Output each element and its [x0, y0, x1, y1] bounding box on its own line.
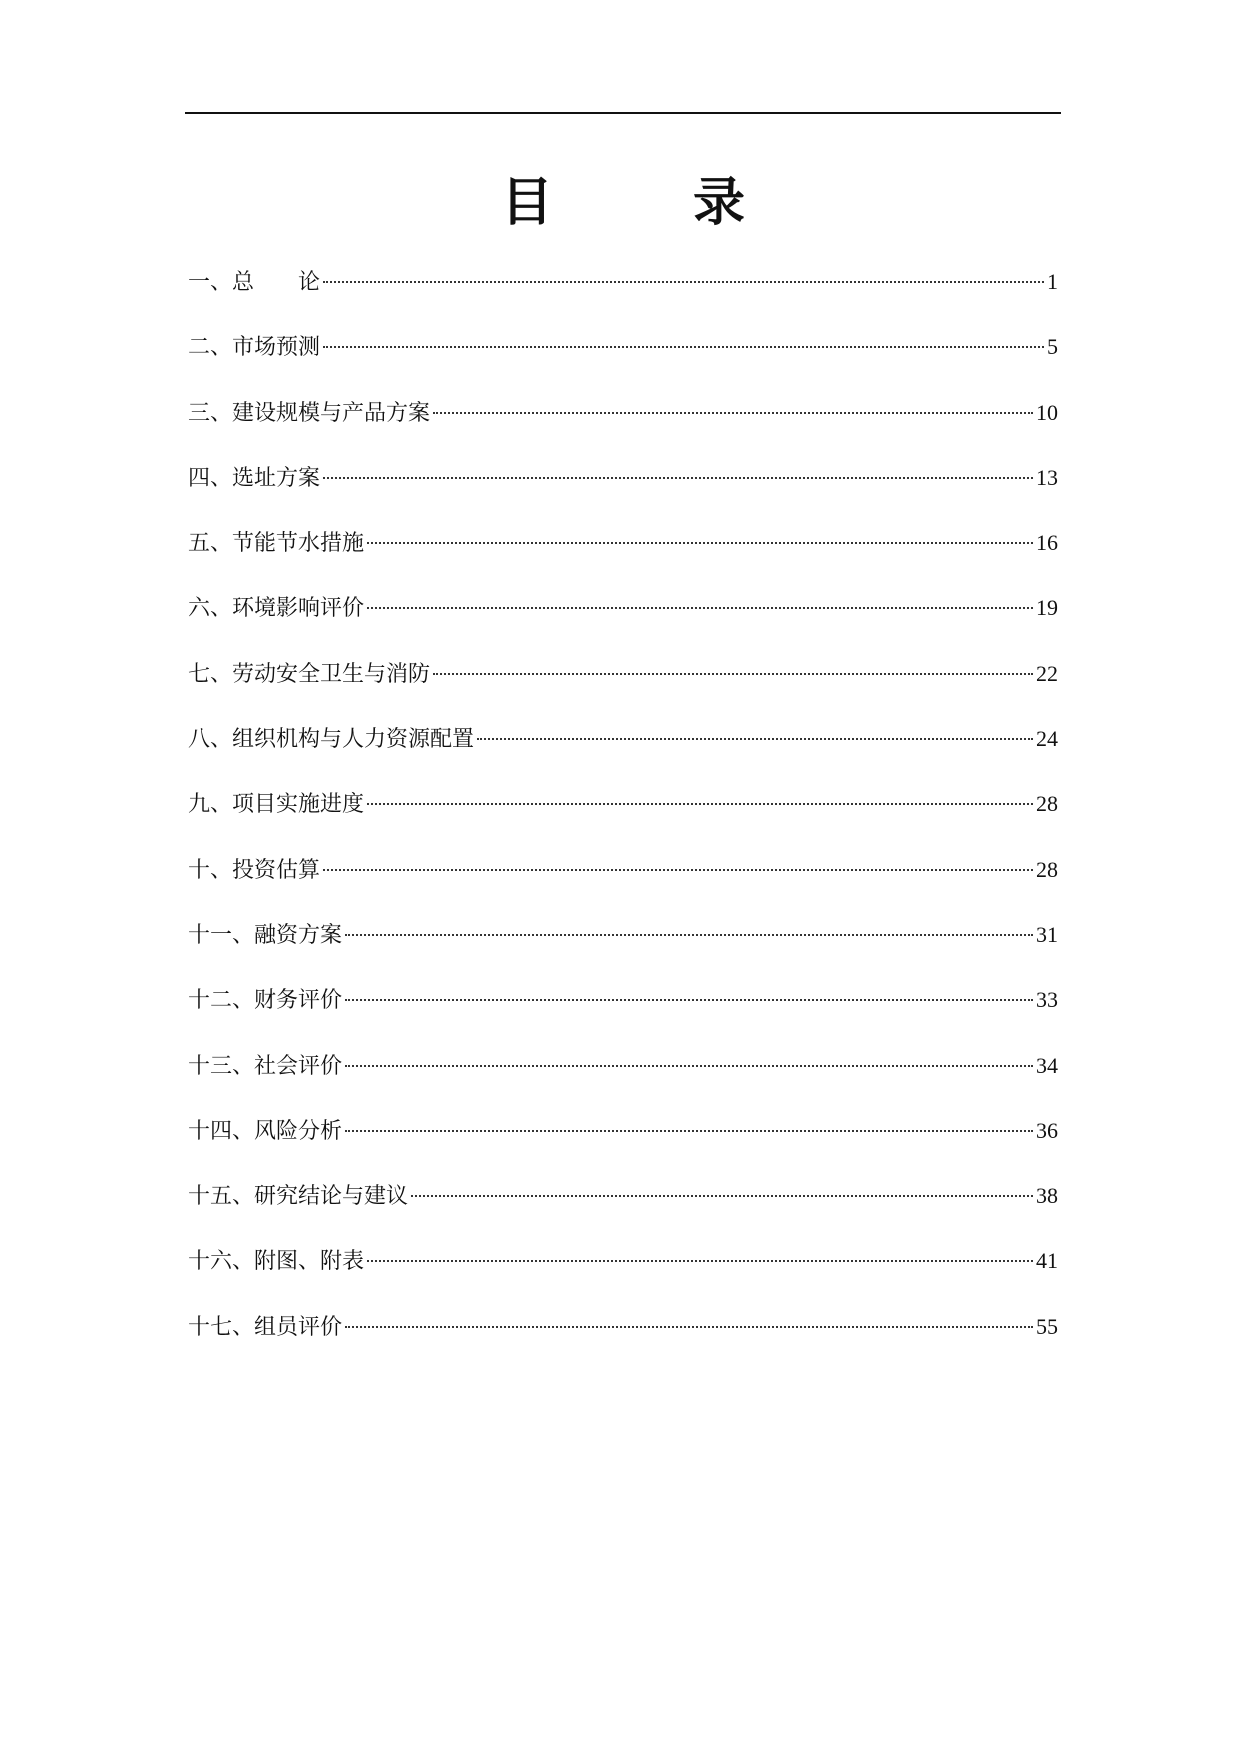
- toc-entry-label: 九、项目实施进度: [188, 792, 365, 818]
- toc-entry[interactable]: [188, 588, 1058, 653]
- toc-page-number: 19: [1036, 595, 1058, 621]
- header-rule: [185, 112, 1061, 114]
- toc-page-number: 36: [1036, 1117, 1058, 1143]
- toc-entry-label: 十四、风险分析: [188, 1118, 343, 1144]
- toc-dot-leader: [367, 1260, 1033, 1262]
- toc-entry[interactable]: [188, 784, 1058, 849]
- toc-page-number: 41: [1036, 1248, 1058, 1274]
- toc-list: [188, 262, 1058, 1372]
- toc-dot-leader: [345, 999, 1033, 1001]
- toc-page-number: 28: [1036, 856, 1058, 882]
- toc-entry[interactable]: [188, 915, 1058, 980]
- toc-dot-leader: [411, 1195, 1033, 1197]
- toc-entry-label: 五、节能节水措施: [188, 531, 365, 557]
- toc-title: [185, 168, 1061, 238]
- toc-entry[interactable]: [188, 850, 1058, 915]
- toc-title-char: 目: [500, 173, 553, 233]
- toc-entry-label: 十五、研究结论与建议: [188, 1184, 409, 1210]
- toc-page-number: 38: [1036, 1183, 1058, 1209]
- toc-entry-label: 十七、组员评价: [188, 1314, 343, 1340]
- toc-entry[interactable]: [188, 1176, 1058, 1241]
- toc-entry-label: 十二、财务评价: [188, 988, 343, 1014]
- toc-entry-label: 一、总 论: [188, 270, 321, 295]
- toc-dot-leader: [323, 869, 1033, 871]
- toc-page-number: 28: [1036, 791, 1058, 817]
- toc-entry[interactable]: [188, 1307, 1058, 1372]
- toc-entry[interactable]: [188, 654, 1058, 719]
- toc-entry[interactable]: [188, 980, 1058, 1045]
- toc-dot-leader: [477, 738, 1033, 740]
- toc-entry[interactable]: [188, 719, 1058, 784]
- toc-dot-leader: [367, 803, 1033, 805]
- toc-entry[interactable]: [188, 1241, 1058, 1306]
- toc-dot-leader: [345, 1130, 1033, 1132]
- toc-dot-leader: [367, 607, 1033, 609]
- toc-entry-label: 十、投资估算: [188, 857, 321, 883]
- toc-page-number: 34: [1036, 1052, 1058, 1078]
- toc-page-number: 24: [1036, 726, 1058, 752]
- toc-entry[interactable]: [188, 1046, 1058, 1111]
- toc-entry-label: 十三、社会评价: [188, 1053, 343, 1079]
- toc-page-number: 16: [1036, 530, 1058, 556]
- toc-page-number: 13: [1036, 464, 1058, 490]
- toc-dot-leader: [345, 934, 1033, 936]
- toc-entry-label: 七、劳动安全卫生与消防: [188, 661, 431, 687]
- toc-entry[interactable]: [188, 1111, 1058, 1176]
- toc-page-number: 10: [1036, 399, 1058, 425]
- toc-page-number: 55: [1036, 1313, 1058, 1339]
- toc-entry-label: 十六、附图、附表: [188, 1249, 365, 1275]
- toc-dot-leader: [433, 412, 1033, 414]
- toc-entry[interactable]: [188, 523, 1058, 588]
- toc-dot-leader: [345, 1065, 1033, 1067]
- toc-dot-leader: [323, 477, 1033, 479]
- toc-title-char: 录: [693, 173, 746, 233]
- toc-page-number: 33: [1036, 987, 1058, 1013]
- toc-dot-leader: [323, 281, 1044, 283]
- toc-entry-label: 四、选址方案: [188, 465, 321, 491]
- toc-page-number: 31: [1036, 921, 1058, 947]
- toc-dot-leader: [323, 346, 1044, 348]
- toc-entry-label: 三、建设规模与产品方案: [188, 400, 431, 426]
- toc-dot-leader: [433, 673, 1033, 675]
- toc-entry-label: 二、市场预测: [188, 335, 321, 361]
- toc-page-number: 1: [1047, 269, 1058, 294]
- toc-page-number: 5: [1047, 334, 1058, 360]
- toc-entry[interactable]: [188, 327, 1058, 392]
- toc-entry-label: 八、组织机构与人力资源配置: [188, 727, 475, 753]
- toc-entry[interactable]: [188, 262, 1058, 327]
- toc-entry[interactable]: [188, 393, 1058, 458]
- toc-dot-leader: [345, 1326, 1033, 1328]
- toc-dot-leader: [367, 542, 1033, 544]
- toc-entry-label: 六、环境影响评价: [188, 596, 365, 622]
- toc-entry[interactable]: [188, 458, 1058, 523]
- toc-page-number: 22: [1036, 660, 1058, 686]
- toc-entry-label: 十一、融资方案: [188, 922, 343, 948]
